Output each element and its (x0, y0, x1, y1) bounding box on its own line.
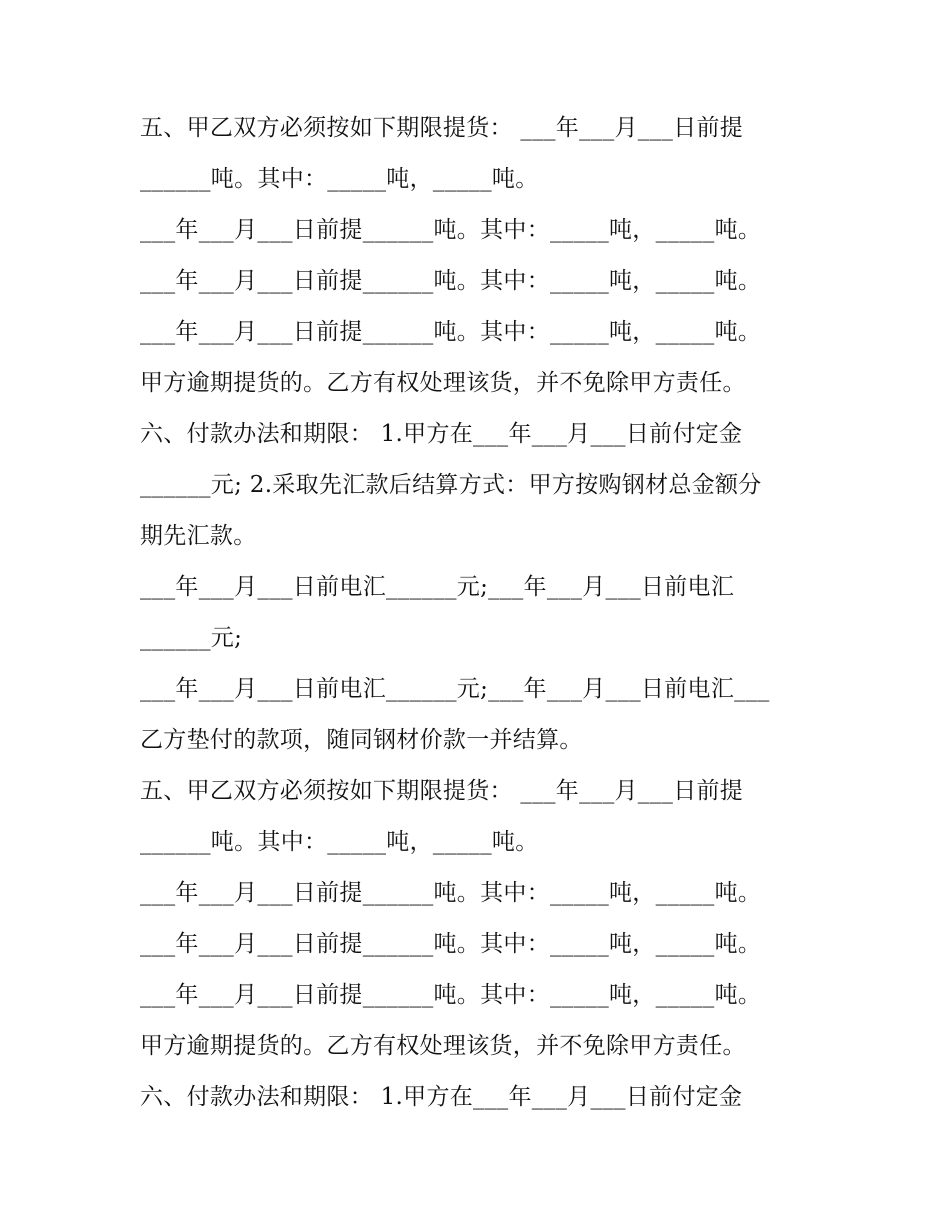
text-line: 甲方逾期提货的。乙方有权处理该货，并不免除甲方责任。 (140, 1033, 746, 1059)
text-line: 五、甲乙双方必须按如下期限提货： ___年___月___日前提 (140, 778, 744, 804)
text-line: ___年___月___日前提______吨。其中：_____吨，_____吨。 (140, 880, 762, 906)
text-line: 期先汇款。 (140, 523, 257, 549)
text-line: ___年___月___日前电汇______元;___年___月___日前电汇 (140, 574, 735, 600)
text-line: ___年___月___日前提______吨。其中：_____吨，_____吨。 (140, 319, 762, 345)
text-line: ___年___月___日前提______吨。其中：_____吨，_____吨。 (140, 268, 762, 294)
text-line: ___年___月___日前提______吨。其中：_____吨，_____吨。 (140, 982, 762, 1008)
text-line: 六、付款办法和期限： 1.甲方在___年___月___日前付定金 (140, 421, 743, 447)
text-line: 乙方垫付的款项，随同钢材价款一并结算。 (140, 727, 583, 753)
text-line: ______元; 2.采取先汇款后结算方式：甲方按购钢材总金额分 (140, 472, 762, 498)
text-line: 六、付款办法和期限： 1.甲方在___年___月___日前付定金 (140, 1084, 743, 1110)
text-line: ______吨。其中：_____吨，_____吨。 (140, 829, 539, 855)
text-line: ___年___月___日前提______吨。其中：_____吨，_____吨。 (140, 217, 762, 243)
text-line: ___年___月___日前提______吨。其中：_____吨，_____吨。 (140, 931, 762, 957)
text-line: ______吨。其中：_____吨，_____吨。 (140, 166, 539, 192)
document-body (140, 103, 820, 1123)
text-line: 甲方逾期提货的。乙方有权处理该货，并不免除甲方责任。 (140, 370, 746, 396)
text-line: ___年___月___日前电汇______元;___年___月___日前电汇___ (140, 676, 770, 702)
text-line: ______元; (140, 625, 243, 651)
text-line: 五、甲乙双方必须按如下期限提货： ___年___月___日前提 (140, 115, 744, 141)
